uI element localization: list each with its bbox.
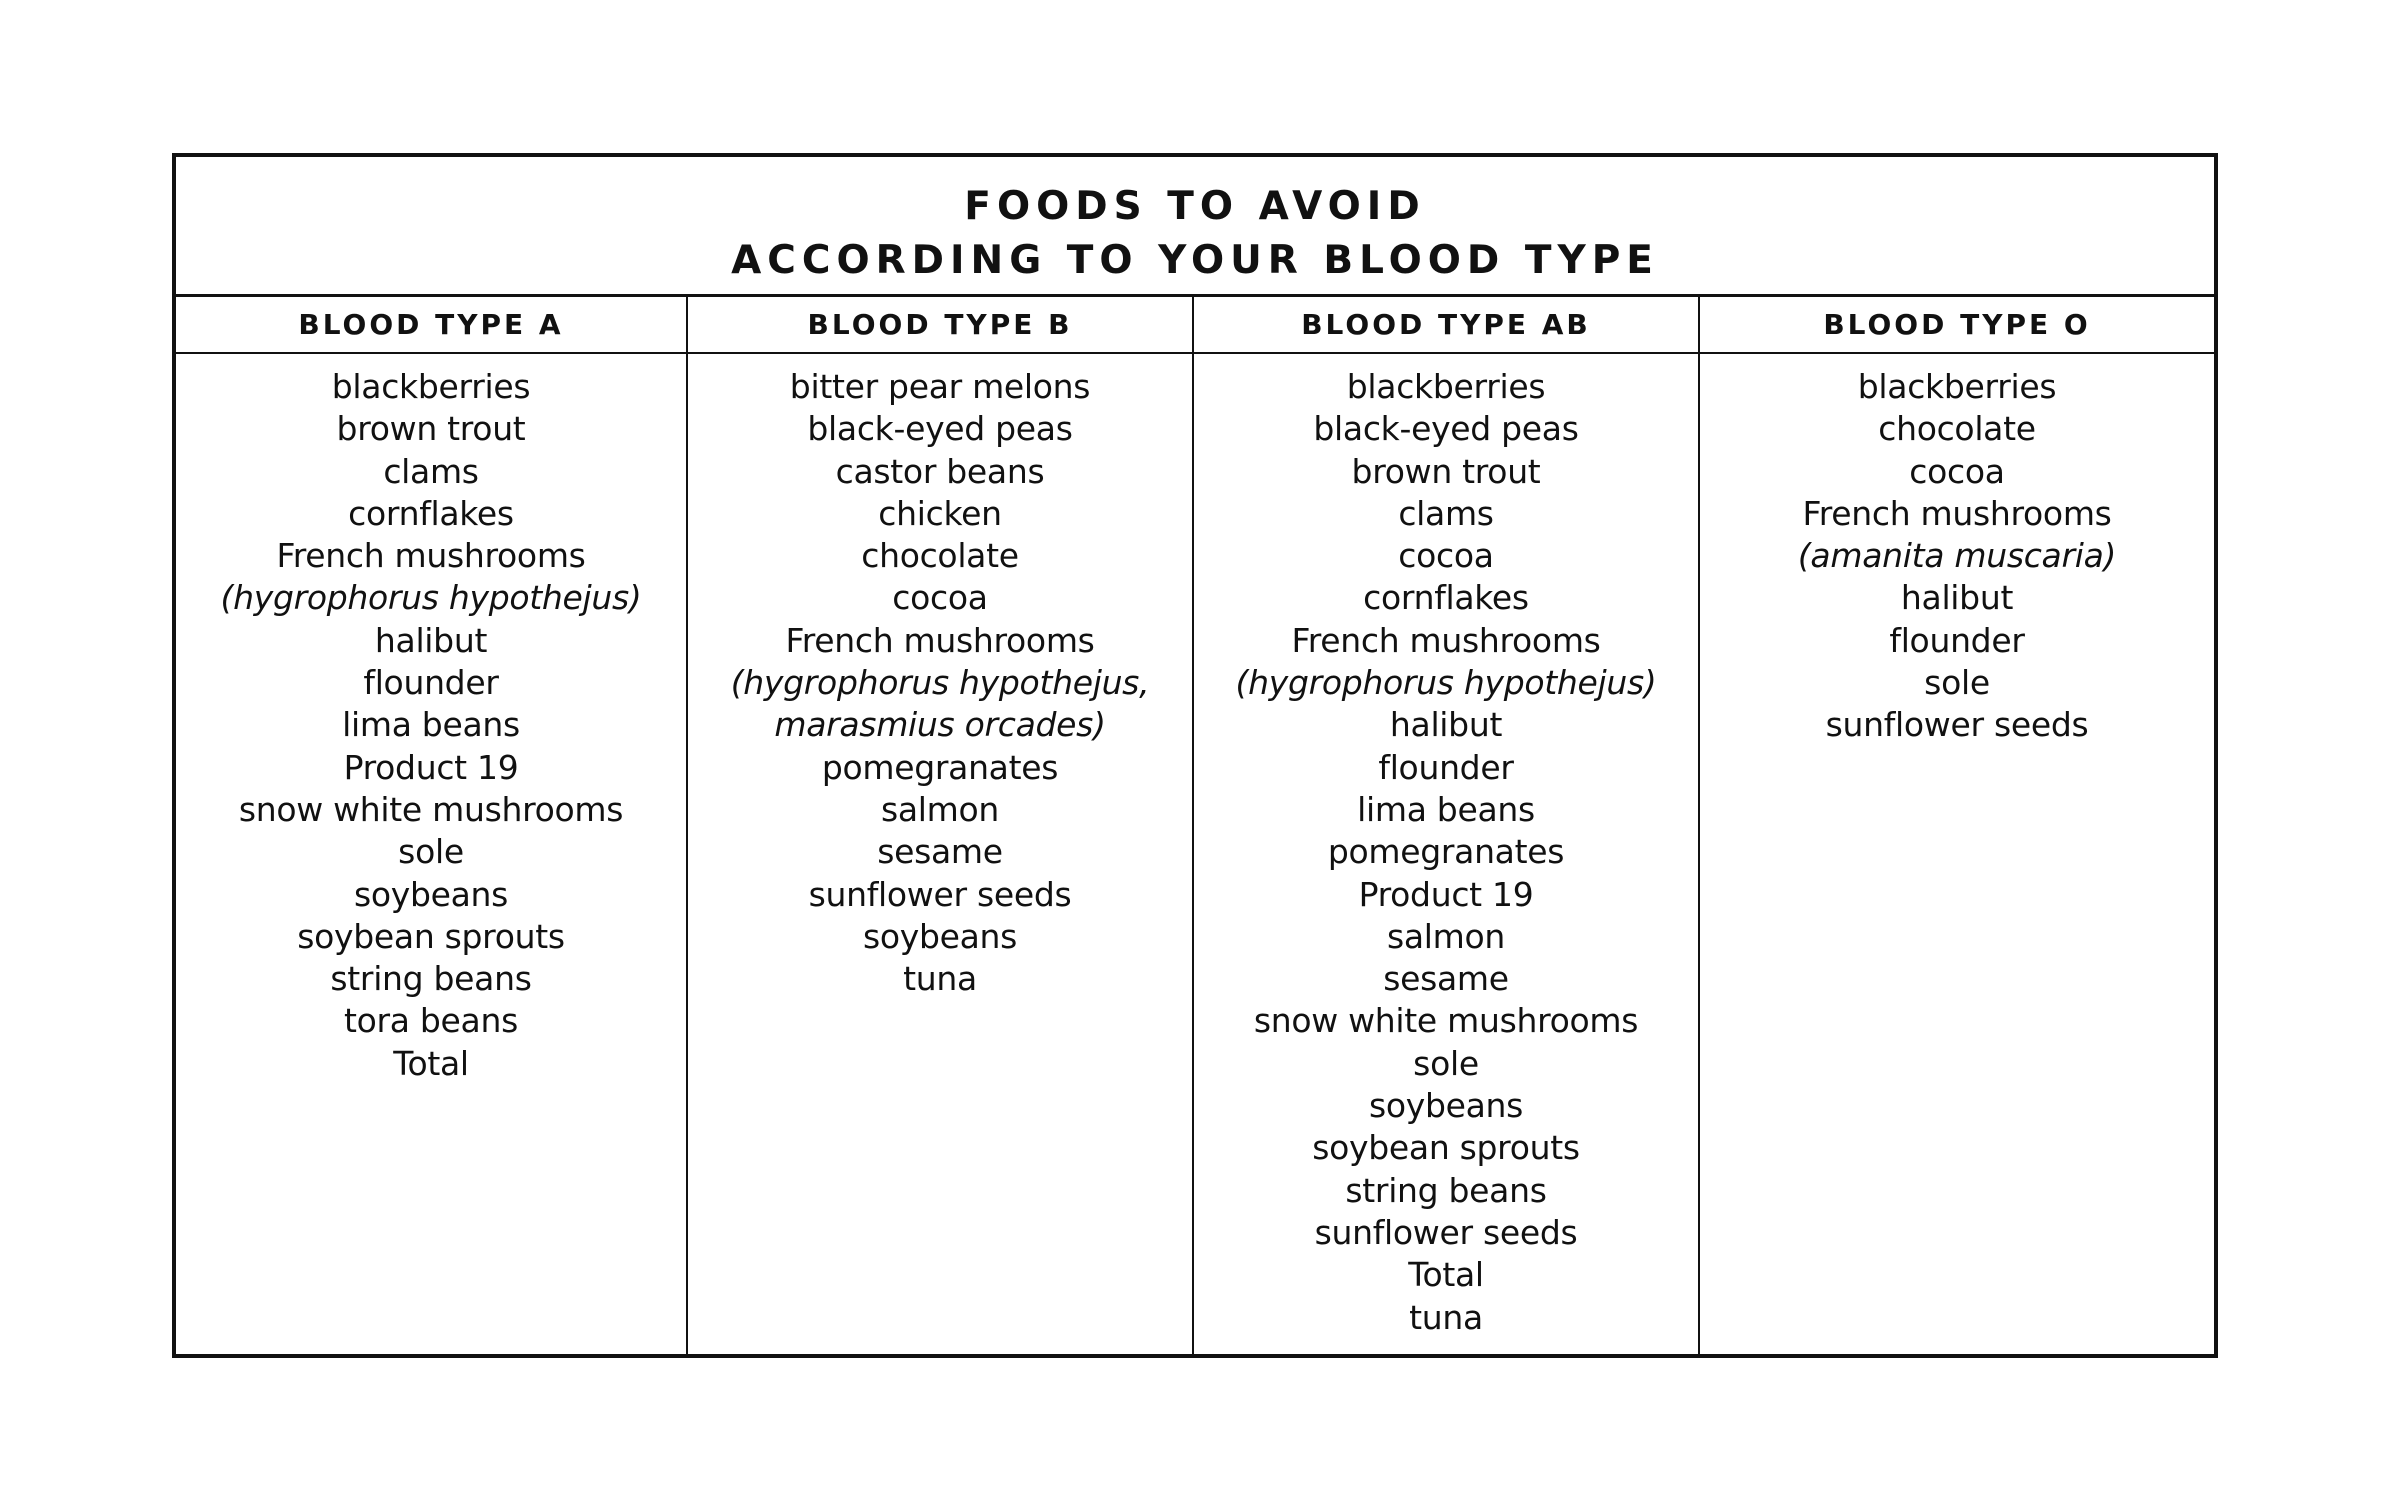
food-item: blackberries [1346, 367, 1546, 406]
food-item: French mushrooms [785, 620, 1095, 660]
food-item: clams [1398, 493, 1494, 533]
food-item: string beans [330, 959, 532, 999]
food-item: salmon [1386, 916, 1506, 956]
column-blood-type-b [686, 297, 1192, 1354]
food-item: cocoa [892, 578, 988, 618]
food-species-note: (hygrophorus hypothejus, [730, 663, 1150, 703]
food-item: tora beans [344, 1001, 518, 1041]
food-item: blackberries [331, 367, 531, 406]
food-item: soybean sprouts [297, 916, 565, 956]
food-item: soybeans [1368, 1086, 1524, 1126]
food-item: lima beans [1357, 789, 1535, 829]
food-species-note: (hygrophorus hypothejus) [1235, 663, 1657, 703]
food-item: brown trout [1351, 451, 1541, 491]
food-item: halibut [1900, 578, 2014, 618]
food-item: pomegranates [1327, 832, 1565, 872]
food-item: tuna [1409, 1297, 1483, 1337]
food-item: snow white mushrooms [238, 789, 624, 829]
food-item: sunflower seeds [1825, 705, 2089, 745]
food-item: French mushrooms [1802, 493, 2112, 533]
food-item: French mushrooms [1291, 620, 1601, 660]
food-item: castor beans [835, 451, 1045, 491]
food-item: clams [383, 451, 479, 491]
title-line-1: FOODS TO AVOID [964, 184, 1426, 229]
food-item: Total [393, 1043, 469, 1083]
foods-to-avoid-table [172, 153, 2218, 1358]
food-item: sesame [877, 832, 1003, 872]
column-header-o: BLOOD TYPE O [1700, 297, 2214, 354]
food-item: chocolate [861, 536, 1019, 576]
food-item: sunflower seeds [1314, 1212, 1578, 1252]
food-item: chicken [878, 493, 1002, 533]
food-item: salmon [880, 789, 1000, 829]
food-item: sole [398, 832, 464, 872]
food-item: chocolate [1878, 409, 2036, 449]
food-item: cocoa [1909, 451, 2005, 491]
food-item: black-eyed peas [1313, 409, 1579, 449]
food-list-o [1700, 354, 2214, 747]
food-item: snow white mushrooms [1253, 1001, 1639, 1041]
column-header-a: BLOOD TYPE A [176, 297, 686, 354]
food-item: soybeans [353, 874, 509, 914]
food-item: Total [1408, 1255, 1484, 1295]
food-item: cocoa [1398, 536, 1494, 576]
table-title [176, 157, 2214, 297]
food-item: sole [1924, 663, 1990, 703]
food-item: Product 19 [343, 747, 519, 787]
food-item: flounder [1378, 747, 1514, 787]
food-list-ab [1194, 354, 1698, 1339]
food-item: flounder [363, 663, 499, 703]
food-species-note: marasmius orcades) [774, 705, 1106, 745]
food-item: blackberries [1857, 367, 2057, 406]
food-species-note: (amanita muscaria) [1797, 536, 2117, 576]
food-item: pomegranates [821, 747, 1059, 787]
food-species-note: (hygrophorus hypothejus) [220, 578, 642, 618]
food-list-b [688, 354, 1192, 1000]
food-item: halibut [1389, 705, 1503, 745]
food-item: sesame [1383, 959, 1509, 999]
column-header-b: BLOOD TYPE B [688, 297, 1192, 354]
column-header-ab: BLOOD TYPE AB [1194, 297, 1698, 354]
food-item: Product 19 [1358, 874, 1534, 914]
food-item: soybeans [862, 916, 1018, 956]
food-item: cornflakes [348, 493, 514, 533]
food-item: French mushrooms [276, 536, 586, 576]
food-item: brown trout [336, 409, 526, 449]
food-item: halibut [374, 620, 488, 660]
title-line-2: ACCORDING TO YOUR BLOOD TYPE [731, 238, 1659, 283]
food-list-a [176, 354, 686, 1085]
column-blood-type-a [176, 297, 686, 1354]
food-item: black-eyed peas [807, 409, 1073, 449]
food-item: flounder [1889, 620, 2025, 660]
food-item: lima beans [342, 705, 520, 745]
food-item: sunflower seeds [808, 874, 1072, 914]
food-item: cornflakes [1363, 578, 1529, 618]
food-item: sole [1413, 1043, 1479, 1083]
food-item: tuna [903, 959, 977, 999]
column-blood-type-o [1698, 297, 2214, 1354]
food-item: soybean sprouts [1312, 1128, 1580, 1168]
food-item: string beans [1345, 1170, 1547, 1210]
column-blood-type-ab [1192, 297, 1698, 1354]
food-item: bitter pear melons [789, 367, 1091, 406]
